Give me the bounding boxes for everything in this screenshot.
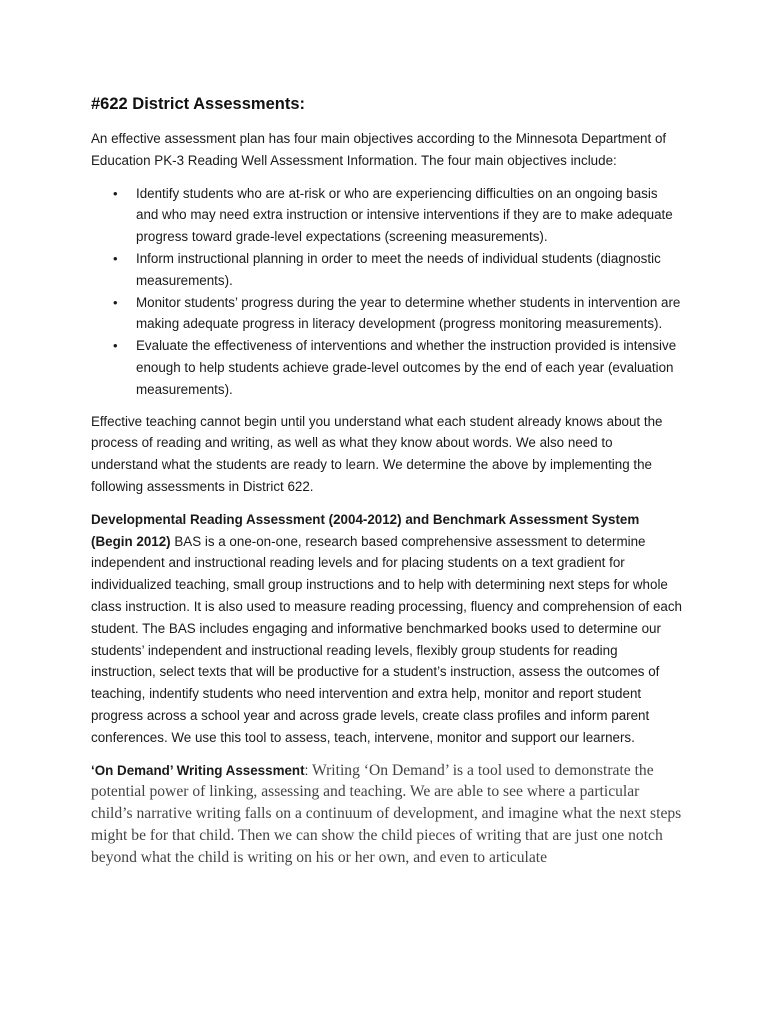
- bullet-icon: •: [113, 294, 118, 310]
- on-demand-paragraph: [91, 760, 683, 869]
- list-item-text: Evaluate the effectiveness of interventions and whether the instruction provided is intensive enough to help students achieve grade-level outcomes by the end of each year (evaluation measurements).: [136, 338, 677, 397]
- page-title: #622 District Assessments:: [91, 95, 306, 113]
- objectives-list: [91, 183, 683, 401]
- document-page: [91, 92, 683, 869]
- on-demand-body: Writing ‘On Demand’ is a tool used to demonstrate the potential power of linking, assessing and teaching. We are able to see where a particular child’s narrative writing falls on a continuum of development, and imagine what the next steps might be for that child. Then we can show the child pieces of writing that are just one notch beyond what the child is writing on his or her own, and even to articulate: [91, 761, 682, 866]
- list-item: [91, 248, 683, 292]
- list-item: [91, 292, 683, 336]
- bullet-icon: •: [113, 185, 118, 201]
- list-item-text: Monitor students’ progress during the year to determine whether students in intervention are making adequate progress in literacy development (progress monitoring measurements).: [136, 294, 681, 332]
- bullet-icon: •: [113, 338, 118, 354]
- list-item-text: Inform instructional planning in order to meet the needs of individual students (diagnostic measurements).: [136, 250, 661, 288]
- on-demand-title: ‘On Demand’ Writing Assessment: [91, 762, 305, 778]
- list-item: [91, 335, 683, 400]
- list-item-text: Identify students who are at-risk or who are experiencing difficulties on an ongoing basis and who may need extra instruction or intensive interventions if they are to make adequate progress toward grade-level expectations (screening measurements).: [136, 185, 673, 245]
- dra-paragraph: [91, 509, 683, 749]
- bullet-icon: •: [113, 250, 118, 266]
- effective-teaching-paragraph: Effective teaching cannot begin until you understand what each student already knows about the process of reading and writing, as well as what they know about words. We also need to understand what the students are ready to learn. We determine the above by implementing the following assessments in District 622.: [91, 413, 663, 494]
- list-item: [91, 183, 683, 248]
- intro-paragraph: An effective assessment plan has four main objectives according to the Minnesota Department of Education PK-3 Reading Well Assessment Information. The four main objectives include:: [91, 131, 667, 168]
- on-demand-separator: :: [304, 762, 313, 778]
- dra-title: Developmental Reading Assessment (2004-2012) and Benchmark Assessment System (Begin 2012): [91, 511, 640, 549]
- dra-body: BAS is a one-on-one, research based comprehensive assessment to determine independent and instructional reading levels and for placing students on a text gradient for individualized teaching, small group instructions and to help with determining next steps for whole class instruction. It is also used to measure reading processing, fluency and comprehension of each student. The BAS includes engaging and informative benchmarked books used to determine our students’ independent and instructional reading levels, flexibly group students for reading instruction, select texts that will be productive for a student’s instruction, assess the outcomes of teaching, indentify students who need intervention and extra help, monitor and report student progress across a school year and across grade levels, create class profiles and inform parent conferences. We use this tool to assess, teach, intervene, monitor and support our learners.: [91, 533, 682, 745]
